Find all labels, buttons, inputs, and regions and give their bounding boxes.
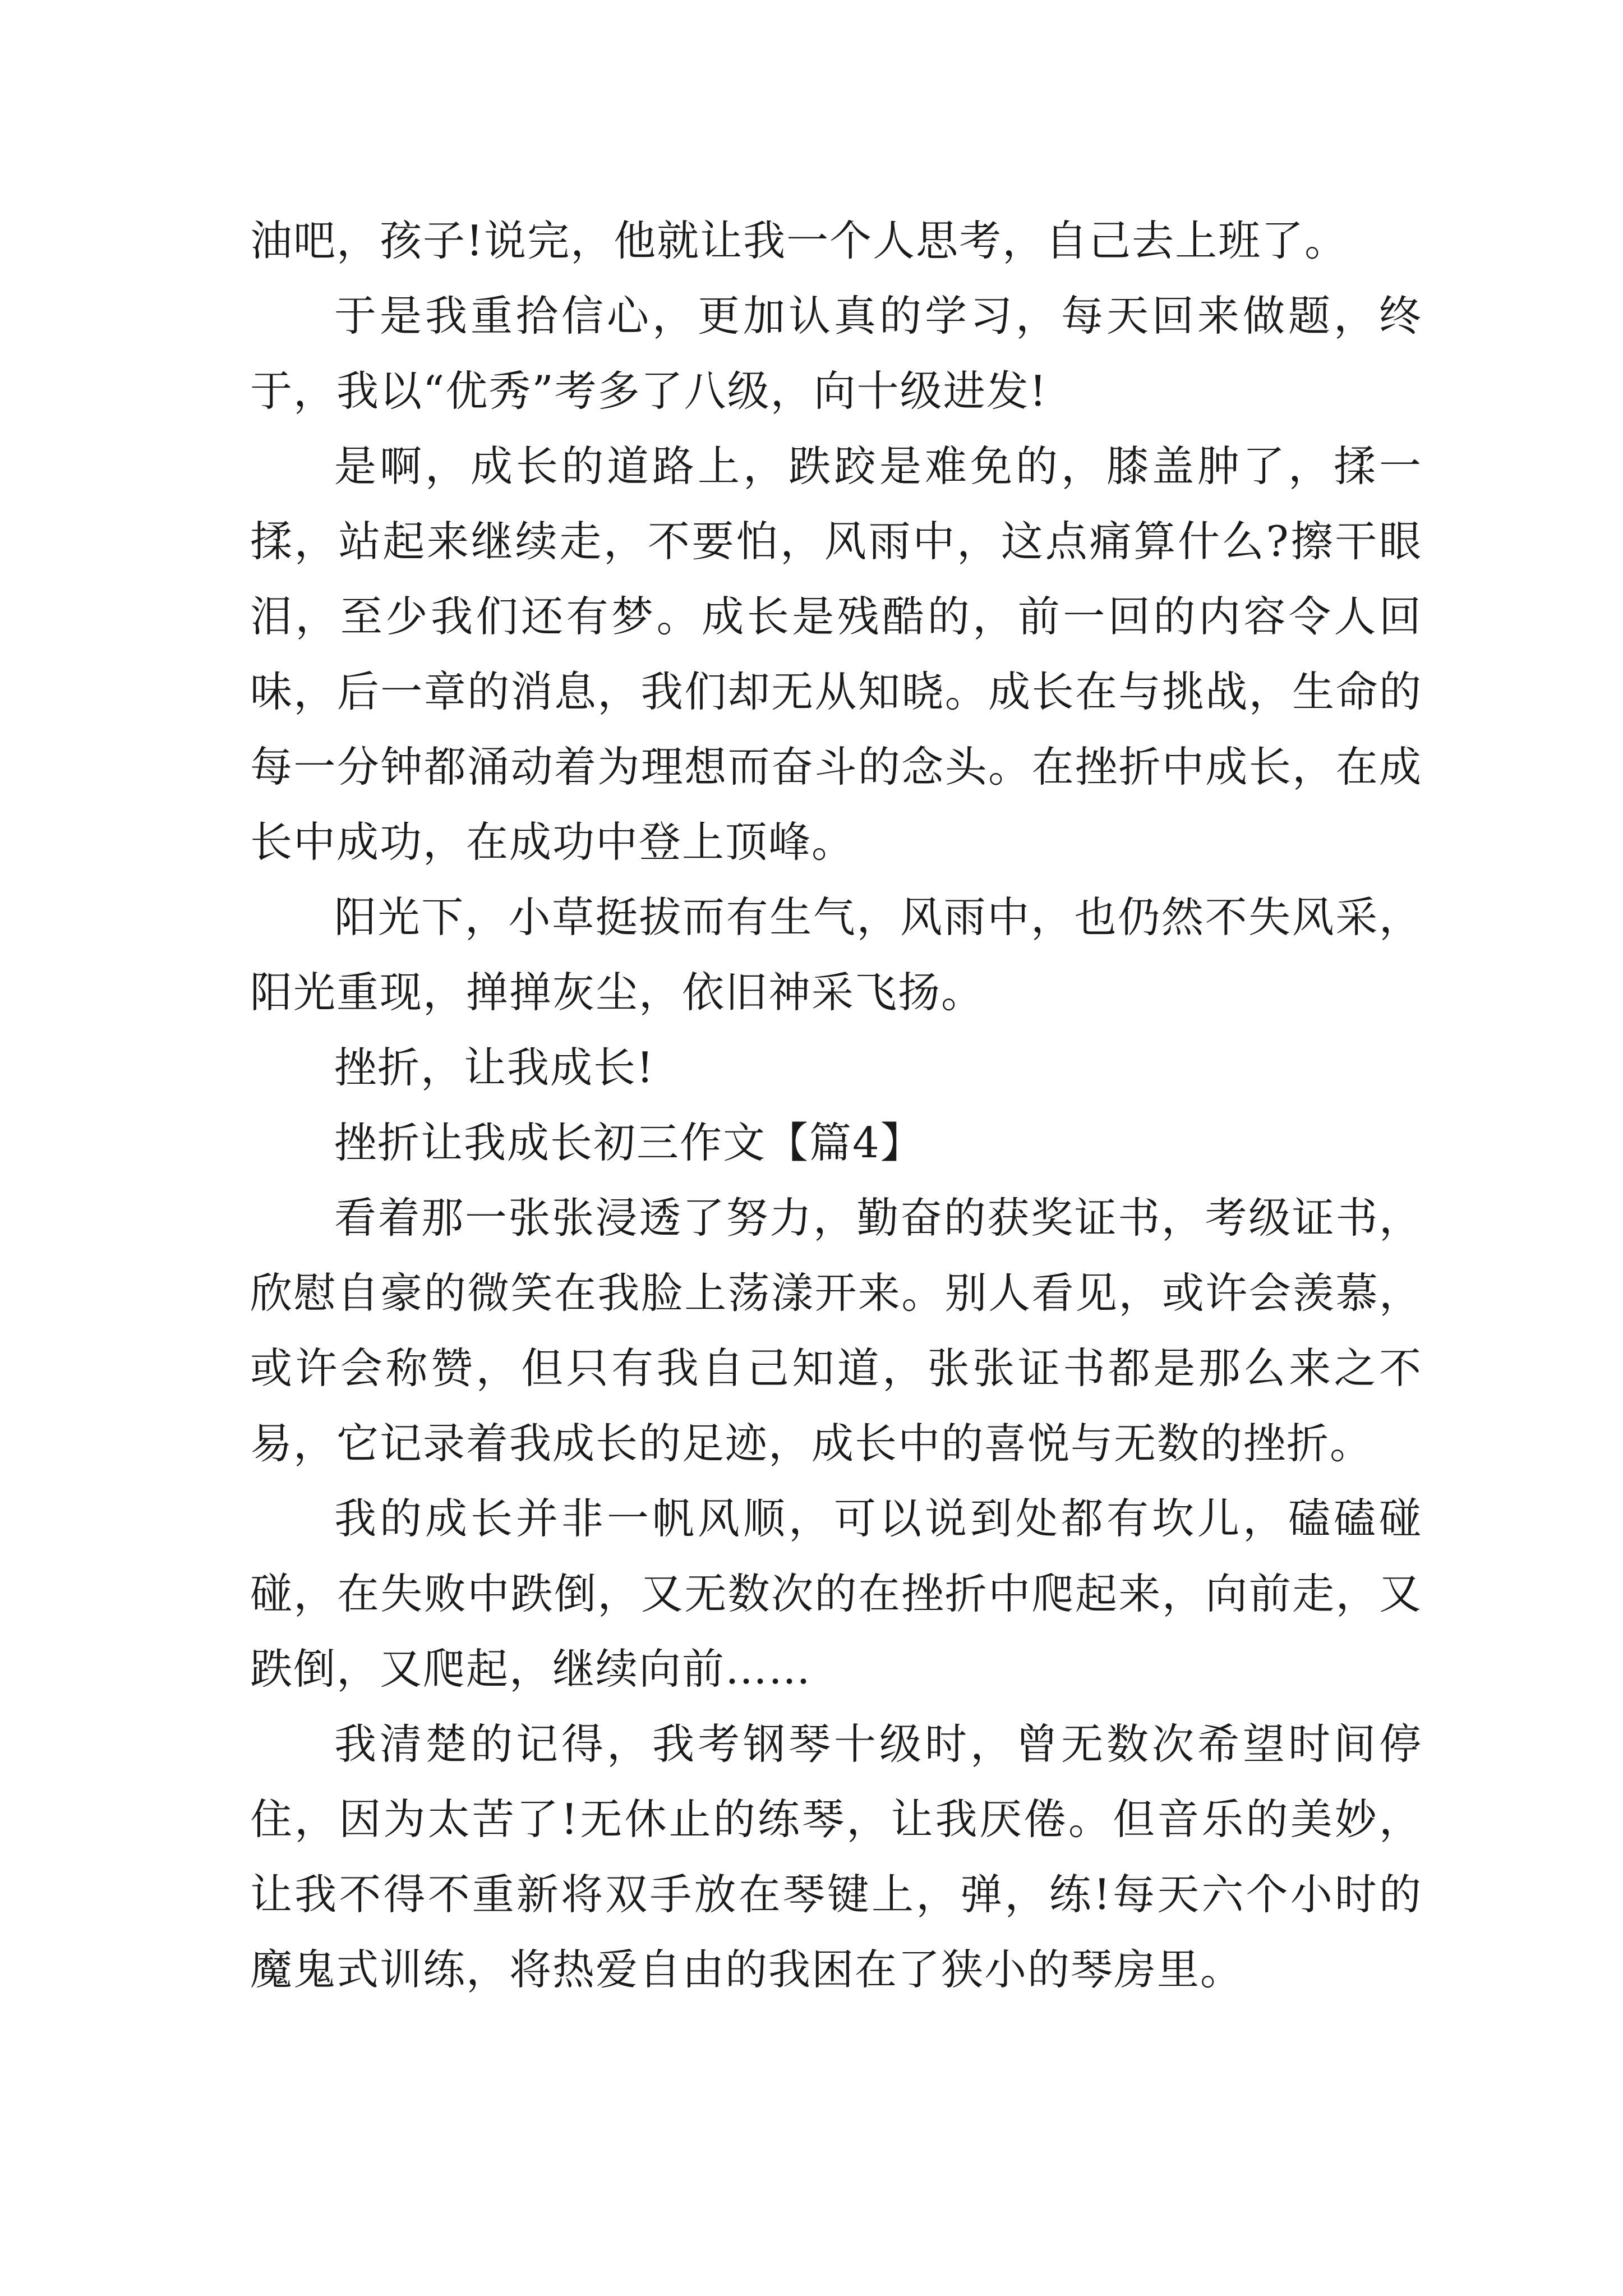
paragraph: 挫折，让我成长! — [334, 1043, 655, 1092]
paragraph: 看着那一张张浸透了努力，勤奋的获奖证书，考级证书，欣慰自豪的微笑在我脸上荡漾开来。别人看见，或许会羡慕，或许会称赞，但只有我自己知道，张张证书都是那么来之不易，它记录着我成长的足迹，成长中的喜悦与无数的挫折。 — [250, 1193, 1422, 1468]
paragraph: 是啊，成长的道路上，跌跤是难免的，膝盖肿了，揉一揉，站起来继续走，不要怕，风雨中，这点痛算什么?擦干眼泪，至少我们还有梦。成长是残酷的，前一回的内容令人回味，后一章的消息，我们却无从知晓。成长在与挑战，生命的每一分钟都涌动着为理想而奋斗的念头。在挫折中成长，在成长中成功，在成功中登上顶峰。 — [250, 441, 1422, 867]
paragraph: 阳光下，小草挺拔而有生气，风雨中，也仍然不失风采，阳光重现，掸掸灰尘，依旧神采飞扬。 — [250, 892, 1422, 1017]
paragraph: 我的成长并非一帆风顺，可以说到处都有坎儿，磕磕碰碰，在失败中跌倒，又无数次的在挫折中爬起来，向前走，又跌倒，又爬起，继续向前…… — [250, 1494, 1422, 1694]
paragraph: 于是我重拾信心，更加认真的学习，每天回来做题，终于，我以“优秀”考多了八级，向十级进发! — [250, 291, 1422, 416]
section-heading: 挫折让我成长初三作文【篇4】 — [334, 1118, 924, 1167]
paragraph: 我清楚的记得，我考钢琴十级时，曾无数次希望时间停住，因为太苦了!无休止的练琴，让我厌倦。但音乐的美妙，让我不得不重新将双手放在琴键上，弹，练!每天六个小时的魔鬼式训练，将热爱自由的我困在了狭小的琴房里。 — [250, 1719, 1422, 1994]
essay-body — [250, 203, 1422, 2007]
paragraph-continuation: 油吧，孩子!说完，他就让我一个人思考，自己去上班了。 — [250, 216, 1348, 265]
